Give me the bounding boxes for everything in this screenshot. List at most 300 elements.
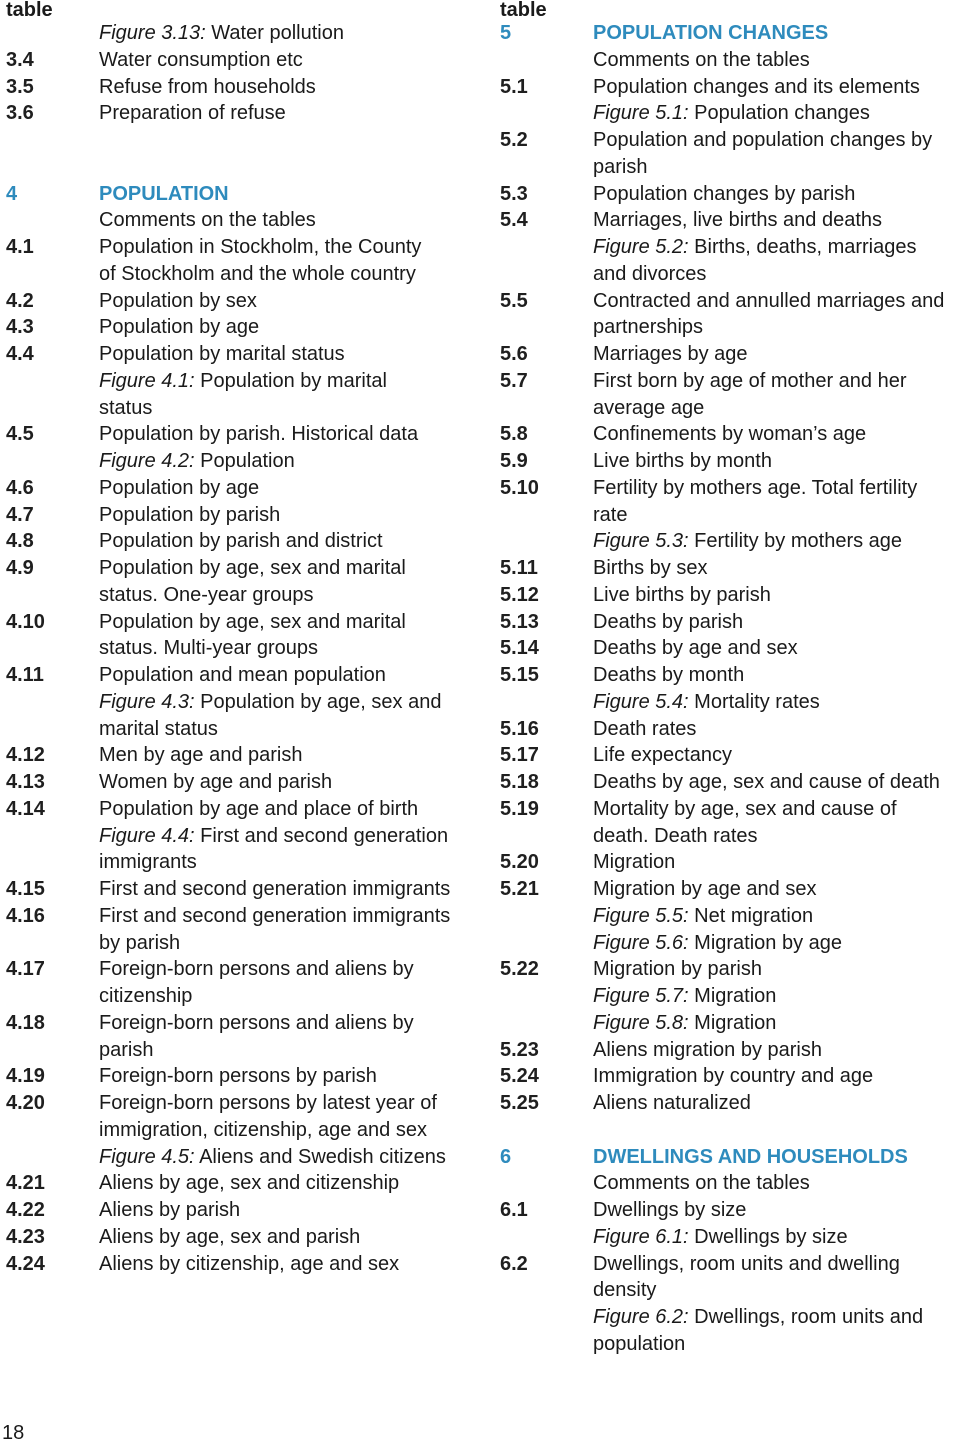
entry-title: Foreign-born persons by parish — [99, 1065, 377, 1088]
entry-number: 4.7 — [6, 503, 34, 526]
entry-number: 5.19 — [500, 797, 539, 820]
entry-title: Foreign-born persons and aliens by — [99, 958, 414, 981]
table-entry — [500, 341, 960, 368]
continuation-line — [6, 983, 476, 1010]
entry-title: Population by age, sex and marital — [99, 610, 406, 633]
table-entry — [6, 956, 476, 983]
entry-title: Aliens migration by parish — [593, 1038, 822, 1061]
entry-title: Comments on the tables — [593, 48, 810, 71]
entry-title: First born by age of mother and her — [593, 369, 907, 392]
section-heading — [6, 181, 476, 208]
entry-title: Aliens by age, sex and citizenship — [99, 1172, 400, 1195]
table-entry — [500, 1037, 960, 1064]
entry-title: Population by marital status — [99, 343, 345, 365]
entry-number — [500, 528, 593, 555]
figure-label: Figure 5.4: — [593, 690, 689, 713]
entry-number — [500, 1010, 593, 1037]
entry-number: 5.14 — [500, 637, 539, 660]
toc-list — [6, 20, 476, 1277]
figure-title: First and second generation — [200, 824, 449, 847]
entry-number: 6.2 — [500, 1252, 528, 1275]
entry-number: 4.1 — [6, 236, 34, 258]
entry-number: 5.24 — [500, 1065, 539, 1088]
entry-number: 4.12 — [6, 744, 45, 767]
entry-title: Comments on the tables — [593, 1172, 810, 1195]
figure-label: Figure 4.3: — [99, 690, 195, 713]
entry-title: Migration by parish — [593, 958, 762, 981]
entry-title: Population by parish and district — [99, 530, 383, 553]
table-entry — [500, 662, 960, 689]
table-entry — [500, 475, 960, 502]
entry-number: 4.10 — [6, 610, 45, 633]
table-entry — [500, 769, 960, 796]
entry-title: POPULATION — [99, 182, 229, 205]
table-entry — [6, 1251, 476, 1278]
figure-entry — [500, 234, 960, 261]
entry-title: Aliens by age, sex and parish — [99, 1225, 361, 1248]
entry-title: DWELLINGS AND HOUSEHOLDS — [593, 1145, 908, 1168]
spacer — [6, 127, 476, 154]
table-entry — [500, 421, 960, 448]
continuation-line — [6, 1037, 476, 1064]
entry-number — [500, 502, 593, 529]
figure-title: Population — [200, 450, 295, 472]
figure-entry — [500, 689, 960, 716]
page-number: 18 — [2, 1422, 25, 1444]
table-entry — [6, 288, 476, 315]
figure-title: Water pollution — [211, 22, 344, 44]
figure-title: Population by age, sex and — [200, 690, 442, 713]
entry-title — [593, 930, 960, 957]
entry-number — [500, 1224, 593, 1251]
entry-number — [500, 395, 593, 422]
entry-number: 4.14 — [6, 797, 45, 820]
entry-title: rate — [593, 503, 628, 526]
figure-label: Figure 6.1: — [593, 1225, 689, 1248]
entry-title: Foreign-born persons by latest year of — [99, 1092, 437, 1114]
continuation-line — [500, 314, 960, 341]
table-entry — [500, 635, 960, 662]
continuation-line — [6, 849, 476, 876]
table-entry — [500, 1197, 960, 1224]
entry-number: 5.15 — [500, 664, 539, 686]
entry-title — [99, 689, 476, 716]
entry-title: and divorces — [593, 262, 707, 285]
table-entry — [6, 74, 476, 101]
entry-title: Aliens by parish — [99, 1199, 241, 1221]
entry-title — [593, 689, 960, 716]
entry-title — [99, 823, 476, 850]
table-entry — [6, 1224, 476, 1251]
entry-title: Population by parish. Historical data — [99, 423, 419, 446]
entry-title — [593, 1304, 960, 1331]
entry-title: marital status — [99, 717, 218, 740]
table-entry — [6, 742, 476, 769]
entry-title: status. Multi-year groups — [99, 637, 318, 660]
figure-title: Dwellings by size — [694, 1225, 848, 1248]
table-entry — [500, 127, 960, 154]
left-column — [6, 0, 476, 1277]
table-entry — [500, 609, 960, 636]
entry-number: 5 — [500, 22, 512, 44]
entry-title: Fertility by mothers age. Total fertility — [593, 476, 918, 499]
figure-label: Figure 5.3: — [593, 530, 689, 553]
entry-number — [500, 261, 593, 288]
entry-number: 4.18 — [6, 1011, 45, 1034]
entry-title: Water consumption etc — [99, 48, 303, 71]
table-entry — [6, 796, 476, 823]
table-entry — [500, 582, 960, 609]
entry-number: 5.22 — [500, 958, 539, 981]
table-entry — [500, 716, 960, 743]
table-entry — [6, 100, 476, 127]
toc-list — [500, 20, 960, 1358]
entry-number: 5.11 — [500, 557, 538, 579]
entry-title — [99, 20, 476, 47]
continuation-line — [6, 207, 476, 234]
entry-title: Dwellings, room units and dwelling — [593, 1252, 900, 1275]
entry-title: citizenship — [99, 985, 193, 1007]
figure-label: Figure 4.5: — [99, 1145, 195, 1168]
figure-title: Mortality rates — [694, 690, 820, 713]
entry-title: of Stockholm and the whole country — [99, 262, 416, 285]
entry-title: Population changes by parish — [593, 182, 856, 205]
entry-number: 5.23 — [500, 1038, 539, 1061]
entry-number: 5.18 — [500, 771, 539, 793]
continuation-line — [6, 395, 476, 422]
entry-number: 5.8 — [500, 423, 528, 446]
entry-title: Migration — [593, 851, 676, 874]
entry-title: Deaths by age, sex and cause of death — [593, 771, 940, 793]
continuation-line — [6, 635, 476, 662]
entry-title — [593, 234, 960, 261]
entry-title: Population by age and place of birth — [99, 797, 419, 820]
figure-title: Fertility by mothers age — [694, 530, 903, 553]
entry-number: 4.3 — [6, 316, 34, 339]
table-entry — [6, 234, 476, 261]
entry-title: Marriages, live births and deaths — [593, 209, 883, 232]
entry-number — [6, 368, 99, 395]
entry-number — [6, 20, 99, 47]
entry-number: 5.4 — [500, 209, 528, 232]
entry-title: Dwellings by size — [593, 1199, 747, 1221]
continuation-line — [6, 582, 476, 609]
continuation-line — [500, 1277, 960, 1304]
entry-title: Foreign-born persons and aliens by — [99, 1011, 414, 1034]
entry-number: 4.11 — [6, 664, 44, 686]
entry-title — [99, 1144, 476, 1171]
entry-number: 5.2 — [500, 129, 528, 151]
entry-title: partnerships — [593, 316, 704, 339]
entry-number: 4.22 — [6, 1199, 45, 1221]
entry-number: 3.5 — [6, 75, 34, 98]
entry-title — [593, 1010, 960, 1037]
figure-label: Figure 4.1: — [99, 369, 195, 392]
figure-entry — [6, 448, 476, 475]
entry-title: Deaths by month — [593, 664, 745, 686]
entry-number: 4.9 — [6, 557, 34, 579]
entry-title: First and second generation immigrants — [99, 878, 451, 900]
entry-number: 4.8 — [6, 530, 34, 553]
table-entry — [500, 555, 960, 582]
entry-number: 3.6 — [6, 102, 34, 125]
entry-title: Life expectancy — [593, 744, 732, 767]
entry-title: Marriages by age — [593, 343, 748, 365]
entry-number — [6, 930, 99, 957]
figure-entry — [500, 100, 960, 127]
entry-number: 4.2 — [6, 289, 34, 312]
section-heading — [500, 1144, 960, 1171]
table-entry — [500, 956, 960, 983]
entry-number — [6, 689, 99, 716]
entry-number — [6, 716, 99, 743]
entry-number: 5.1 — [500, 75, 528, 98]
entry-number — [6, 448, 99, 475]
table-entry — [6, 475, 476, 502]
entry-title: Women by age and parish — [99, 771, 333, 793]
entry-title: population — [593, 1332, 686, 1355]
continuation-line — [500, 1331, 960, 1358]
figure-entry — [500, 1010, 960, 1037]
entry-number — [6, 849, 99, 876]
entry-number: 4 — [6, 182, 18, 205]
figure-entry — [6, 823, 476, 850]
entry-number: 5.12 — [500, 583, 539, 606]
column-header: table — [6, 0, 53, 21]
table-entry — [6, 421, 476, 448]
entry-number — [500, 823, 593, 850]
table-entry — [6, 769, 476, 796]
entry-title — [593, 528, 960, 555]
entry-number: 5.9 — [500, 450, 528, 472]
entry-number: 5.20 — [500, 851, 539, 874]
entry-number: 4.4 — [6, 343, 34, 365]
figure-title: Dwellings, room units and — [694, 1306, 924, 1328]
entry-title: Mortality by age, sex and cause of — [593, 797, 897, 820]
entry-number: 5.5 — [500, 289, 528, 312]
entry-number: 5.16 — [500, 717, 539, 740]
entry-title — [99, 448, 476, 475]
figure-label: Figure 5.5: — [593, 904, 689, 927]
entry-title: death. Death rates — [593, 824, 758, 847]
entry-number — [6, 207, 99, 234]
entry-title: density — [593, 1279, 657, 1302]
entry-number: 4.17 — [6, 958, 45, 981]
right-column — [500, 0, 960, 1358]
entry-title: Population by age — [99, 476, 260, 499]
entry-title: immigrants — [99, 851, 197, 874]
entry-number — [500, 234, 593, 261]
entry-title: Population and population changes by — [593, 129, 933, 151]
figure-title: Migration by age — [694, 931, 843, 954]
entry-number: 6 — [500, 1145, 512, 1168]
continuation-line — [500, 261, 960, 288]
table-entry — [500, 207, 960, 234]
entry-title: Immigration by country and age — [593, 1065, 874, 1088]
figure-entry — [500, 903, 960, 930]
continuation-line — [500, 47, 960, 74]
spacer — [500, 1117, 960, 1144]
table-entry — [6, 1090, 476, 1117]
entry-number: 5.10 — [500, 476, 539, 499]
figure-title: Births, deaths, marriages — [694, 236, 917, 258]
entry-title: Comments on the tables — [99, 209, 316, 232]
table-entry — [500, 288, 960, 315]
figure-entry — [6, 1144, 476, 1171]
entry-title: status. One-year groups — [99, 583, 314, 606]
continuation-line — [6, 716, 476, 743]
entry-number — [6, 1144, 99, 1171]
entry-number — [500, 983, 593, 1010]
table-entry — [6, 555, 476, 582]
entry-number — [6, 1037, 99, 1064]
entry-number — [500, 689, 593, 716]
entry-number — [500, 903, 593, 930]
figure-entry — [6, 20, 476, 47]
entry-title: Aliens by citizenship, age and sex — [99, 1252, 400, 1275]
table-entry — [500, 742, 960, 769]
entry-title — [99, 368, 476, 395]
figure-label: Figure 5.7: — [593, 985, 689, 1007]
entry-number — [500, 314, 593, 341]
entry-title: immigration, citizenship, age and sex — [99, 1118, 427, 1141]
figure-label: Figure 4.2: — [99, 450, 195, 472]
figure-title: Aliens and Swedish citizens — [199, 1145, 446, 1168]
entry-title: First and second generation immigrants — [99, 904, 451, 927]
table-entry — [6, 341, 476, 368]
entry-number — [500, 47, 593, 74]
table-entry — [500, 74, 960, 101]
table-entry — [500, 448, 960, 475]
entry-title: POPULATION CHANGES — [593, 22, 829, 44]
figure-label: Figure 5.8: — [593, 1011, 689, 1034]
entry-number — [500, 100, 593, 127]
entry-number: 4.13 — [6, 771, 45, 793]
entry-number: 4.24 — [6, 1252, 45, 1275]
entry-number: 6.1 — [500, 1199, 528, 1221]
figure-entry — [500, 528, 960, 555]
entry-title — [593, 1224, 960, 1251]
table-entry — [6, 1010, 476, 1037]
table-entry — [6, 903, 476, 930]
figure-title: Population changes — [694, 102, 870, 125]
entry-number: 5.13 — [500, 610, 539, 633]
entry-title: by parish — [99, 931, 181, 954]
entry-title: Live births by parish — [593, 583, 771, 606]
entry-title: average age — [593, 396, 705, 419]
entry-title: Confinements by woman’s age — [593, 423, 867, 446]
entry-title: Population by age, sex and marital — [99, 557, 406, 579]
column-header: table — [500, 0, 547, 21]
table-entry — [500, 1063, 960, 1090]
table-entry — [500, 849, 960, 876]
figure-title: Migration — [694, 985, 777, 1007]
entry-number — [6, 1117, 99, 1144]
table-entry — [500, 1251, 960, 1278]
entry-number — [6, 261, 99, 288]
table-entry — [6, 528, 476, 555]
figure-label: Figure 3.13: — [99, 22, 206, 44]
entry-number — [6, 983, 99, 1010]
entry-number: 4.15 — [6, 878, 45, 900]
entry-title: Death rates — [593, 717, 697, 740]
entry-number: 4.20 — [6, 1092, 45, 1114]
figure-title: Population by marital — [200, 369, 387, 392]
continuation-line — [6, 261, 476, 288]
continuation-line — [500, 154, 960, 181]
entry-number — [500, 930, 593, 957]
table-entry — [6, 1170, 476, 1197]
continuation-line — [6, 1117, 476, 1144]
figure-entry — [500, 930, 960, 957]
entry-title: Population by sex — [99, 289, 257, 312]
entry-number: 5.6 — [500, 343, 528, 365]
entry-title: Population changes and its elements — [593, 75, 920, 98]
figure-entry — [6, 368, 476, 395]
entry-number: 5.17 — [500, 744, 539, 767]
figure-label: Figure 4.4: — [99, 824, 195, 847]
entry-title: Preparation of refuse — [99, 102, 286, 125]
spacer — [6, 154, 476, 181]
figure-entry — [500, 983, 960, 1010]
entry-title: Contracted and annulled marriages and — [593, 289, 945, 312]
entry-number: 4.21 — [6, 1172, 45, 1195]
entry-title: parish — [593, 155, 648, 178]
entry-number: 5.21 — [500, 878, 539, 900]
entry-title: parish — [99, 1038, 154, 1061]
entry-number — [6, 635, 99, 662]
entry-number: 3.4 — [6, 48, 34, 71]
entry-title: Migration by age and sex — [593, 878, 817, 900]
table-entry — [500, 181, 960, 208]
table-entry — [500, 368, 960, 395]
figure-title: Net migration — [694, 904, 814, 927]
entry-number — [6, 395, 99, 422]
figure-label: Figure 5.2: — [593, 236, 689, 258]
entry-number: 4.19 — [6, 1065, 45, 1088]
entry-title — [593, 903, 960, 930]
figure-entry — [6, 689, 476, 716]
entry-number: 5.25 — [500, 1092, 539, 1114]
continuation-line — [500, 395, 960, 422]
figure-label: Figure 5.1: — [593, 102, 689, 125]
entry-title: Refuse from households — [99, 75, 316, 98]
entry-title — [593, 983, 960, 1010]
table-entry — [500, 1090, 960, 1117]
entry-number — [500, 1304, 593, 1331]
table-entry — [6, 609, 476, 636]
table-entry — [6, 502, 476, 529]
entry-number — [500, 1331, 593, 1358]
continuation-line — [500, 1170, 960, 1197]
figure-label: Figure 6.2: — [593, 1306, 689, 1328]
entry-title — [593, 100, 960, 127]
entry-number — [6, 823, 99, 850]
entry-title: Deaths by age and sex — [593, 637, 798, 660]
entry-title: Men by age and parish — [99, 744, 303, 767]
entry-number — [500, 154, 593, 181]
entry-number — [500, 1277, 593, 1304]
continuation-line — [500, 823, 960, 850]
figure-entry — [500, 1224, 960, 1251]
figure-entry — [500, 1304, 960, 1331]
table-entry — [6, 47, 476, 74]
table-entry — [6, 662, 476, 689]
table-entry — [6, 876, 476, 903]
figure-title: Migration — [694, 1011, 777, 1034]
entry-number: 4.16 — [6, 904, 45, 927]
continuation-line — [6, 930, 476, 957]
